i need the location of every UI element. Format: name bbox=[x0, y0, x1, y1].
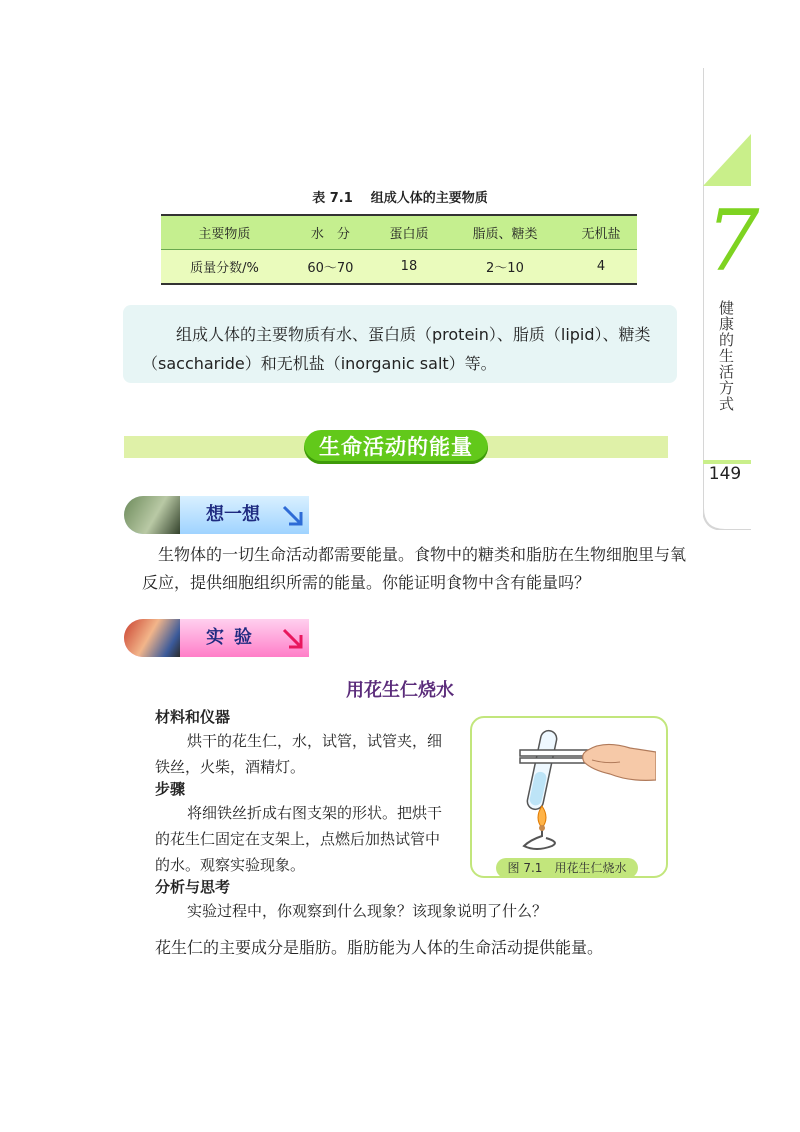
think-label: 想一想 bbox=[206, 504, 260, 525]
table-header-cell: 无机盐 bbox=[565, 215, 637, 250]
hand-icon bbox=[583, 744, 656, 780]
test-tube-icon bbox=[526, 729, 558, 811]
arrow-down-right-icon bbox=[281, 627, 305, 651]
section-heading: 生命活动的能量 bbox=[319, 435, 473, 459]
table-cell: 4 bbox=[565, 250, 637, 285]
conclusion-text: 花生仁的主要成分是脂肪。脂肪能为人体的生命活动提供能量。 bbox=[155, 938, 604, 957]
arrow-down-right-icon bbox=[281, 504, 305, 528]
think-text: 生物体的一切生命活动都需要能量。食物中的糖类和脂肪在生物细胞里与氧反应，提供细胞组织所需的能量。你能证明食物中含有能量吗？ bbox=[142, 545, 687, 592]
peanut-burning-illustration bbox=[480, 724, 656, 856]
table-cell: 18 bbox=[373, 250, 445, 285]
table-row bbox=[161, 250, 637, 285]
steps-text: 将细铁丝折成右图支架的形状。把烘干的花生仁固定在支架上，点燃后加热试管中的水。观察实验现象。 bbox=[155, 804, 443, 874]
chapter-number: 7 bbox=[706, 192, 760, 290]
table-header-row bbox=[161, 215, 637, 250]
table-header-cell: 蛋白质 bbox=[373, 215, 445, 250]
experiment-title: 用花生仁烧水 bbox=[346, 680, 454, 701]
figure-caption: 图 7.1 用花生仁烧水 bbox=[507, 861, 627, 875]
composition-table bbox=[161, 214, 637, 285]
chapter-side-tab bbox=[703, 68, 760, 530]
analysis-heading: 分析与思考 bbox=[155, 878, 231, 896]
experiment-label: 实验 bbox=[206, 627, 262, 648]
page-number: 149 bbox=[708, 464, 742, 484]
table-cell: 质量分数/% bbox=[161, 250, 288, 285]
table-header-cell: 水 分 bbox=[288, 215, 373, 250]
table-header-cell: 脂质、糖类 bbox=[445, 215, 565, 250]
materials-text: 烘干的花生仁，水，试管，试管夹，细铁丝，火柴，酒精灯。 bbox=[155, 732, 443, 776]
wire-stand-icon bbox=[524, 825, 555, 849]
table-caption-number: 表 7.1 bbox=[312, 191, 353, 206]
table-caption-title: 组成人体的主要物质 bbox=[370, 191, 488, 206]
flame-icon bbox=[538, 806, 546, 828]
table-caption bbox=[160, 187, 640, 206]
analysis-text: 实验过程中，你观察到什么现象？该现象说明了什么？ bbox=[187, 902, 548, 920]
table-cell: 2～10 bbox=[445, 250, 565, 285]
materials-heading: 材料和仪器 bbox=[155, 708, 231, 726]
summary-text: 组成人体的主要物质有水、蛋白质（protein）、脂质（lipid）、糖类（saccharide）和无机盐（inorganic salt）等。 bbox=[142, 325, 651, 373]
table-cell: 60～70 bbox=[288, 250, 373, 285]
think-photo bbox=[124, 496, 180, 534]
experiment-photo bbox=[124, 619, 180, 657]
table-header-cell: 主要物质 bbox=[161, 215, 288, 250]
chapter-title: 健康的生活方式 bbox=[717, 300, 735, 412]
steps-heading: 步骤 bbox=[155, 780, 186, 798]
